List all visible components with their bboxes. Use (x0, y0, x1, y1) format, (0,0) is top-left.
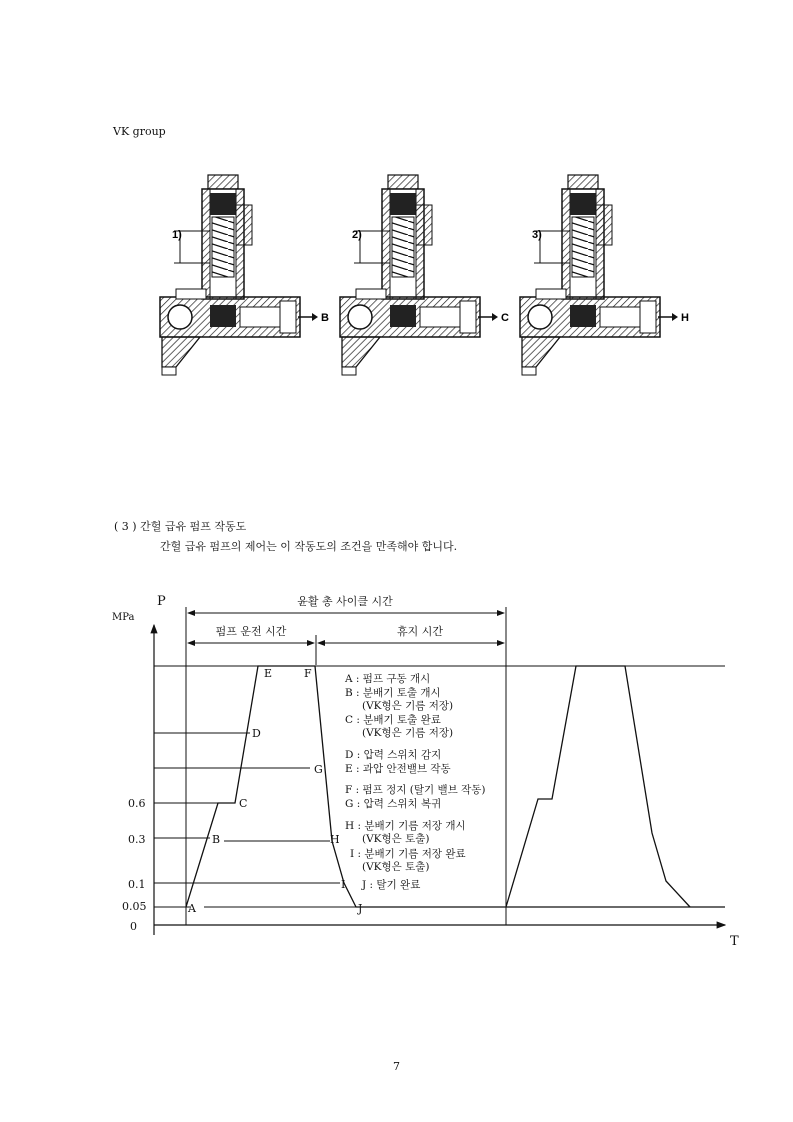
y-tick-0: 0 (130, 920, 137, 933)
point-B: B (212, 833, 221, 846)
legend-C: C : 분배기 토출 완료 (345, 714, 441, 726)
page-number: 7 (393, 1060, 400, 1073)
valve-label-2: 2) (352, 229, 362, 241)
x-axis-label: T (730, 934, 739, 949)
section-description: 간헐 급유 펌프의 제어는 이 작동도의 조건을 만족해야 합니다. (160, 540, 458, 553)
section-title: ( 3 ) 간헐 급유 펌프 작동도 (114, 520, 247, 533)
document-heading: VK group (113, 125, 166, 138)
y-axis-unit: MPa (112, 612, 135, 623)
point-F: F (304, 667, 312, 680)
pump-operation-chart (100, 585, 750, 965)
point-D: D (252, 727, 261, 740)
legend-A: A : 펌프 구동 개시 (345, 673, 431, 685)
y-axis-label: P (157, 594, 166, 609)
valve-label-3: 3) (532, 229, 542, 241)
y-tick-0.6: 0.6 (128, 797, 146, 810)
valve-outlet-1: B (321, 312, 329, 324)
point-I: I (341, 878, 346, 891)
y-tick-0.05: 0.05 (122, 900, 147, 913)
run-span-label: 펌프 운전 시간 (215, 625, 287, 638)
legend-H-note: (VK형은 토출) (362, 833, 430, 845)
legend-H: H : 분배기 기름 저장 개시 (345, 820, 466, 832)
point-G: G (314, 763, 323, 776)
valve-figures (140, 165, 689, 400)
legend (344, 672, 485, 891)
legend-E: E : 과압 안전밸브 작동 (345, 763, 451, 775)
legend-I-note: (VK형은 토출) (362, 861, 430, 873)
legend-D: D : 압력 스위치 감지 (345, 749, 442, 761)
legend-B-note: (VK형은 기름 저장) (362, 700, 454, 712)
rest-span-label: 휴지 시간 (396, 625, 444, 638)
point-E: E (264, 667, 273, 680)
point-J: J (358, 902, 363, 915)
cycle-span-label: 윤활 총 사이클 시간 (297, 595, 393, 608)
legend-J: J : 탈기 완료 (362, 879, 421, 891)
legend-I: I : 분배기 기름 저장 완료 (350, 848, 466, 860)
valve-figure-2 (340, 175, 509, 375)
legend-G: G : 압력 스위치 복귀 (345, 798, 442, 810)
valve-figure-3 (520, 175, 689, 375)
point-A: A (188, 902, 196, 915)
legend-B: B : 분배기 토출 개시 (345, 687, 441, 699)
legend-F: F : 펌프 정지 (탈기 밸브 작동) (345, 784, 486, 796)
valve-figure-1 (160, 175, 329, 375)
y-tick-0.1: 0.1 (128, 878, 146, 891)
point-C: C (239, 797, 248, 810)
valve-outlet-2: C (501, 312, 509, 324)
legend-C-note: (VK형은 기름 저장) (362, 727, 454, 739)
valve-label-1: 1) (172, 229, 182, 241)
y-tick-0.3: 0.3 (128, 833, 146, 846)
pressure-curve-cycle-2 (506, 666, 690, 907)
point-H: H (330, 833, 340, 846)
valve-outlet-3: H (681, 312, 689, 324)
